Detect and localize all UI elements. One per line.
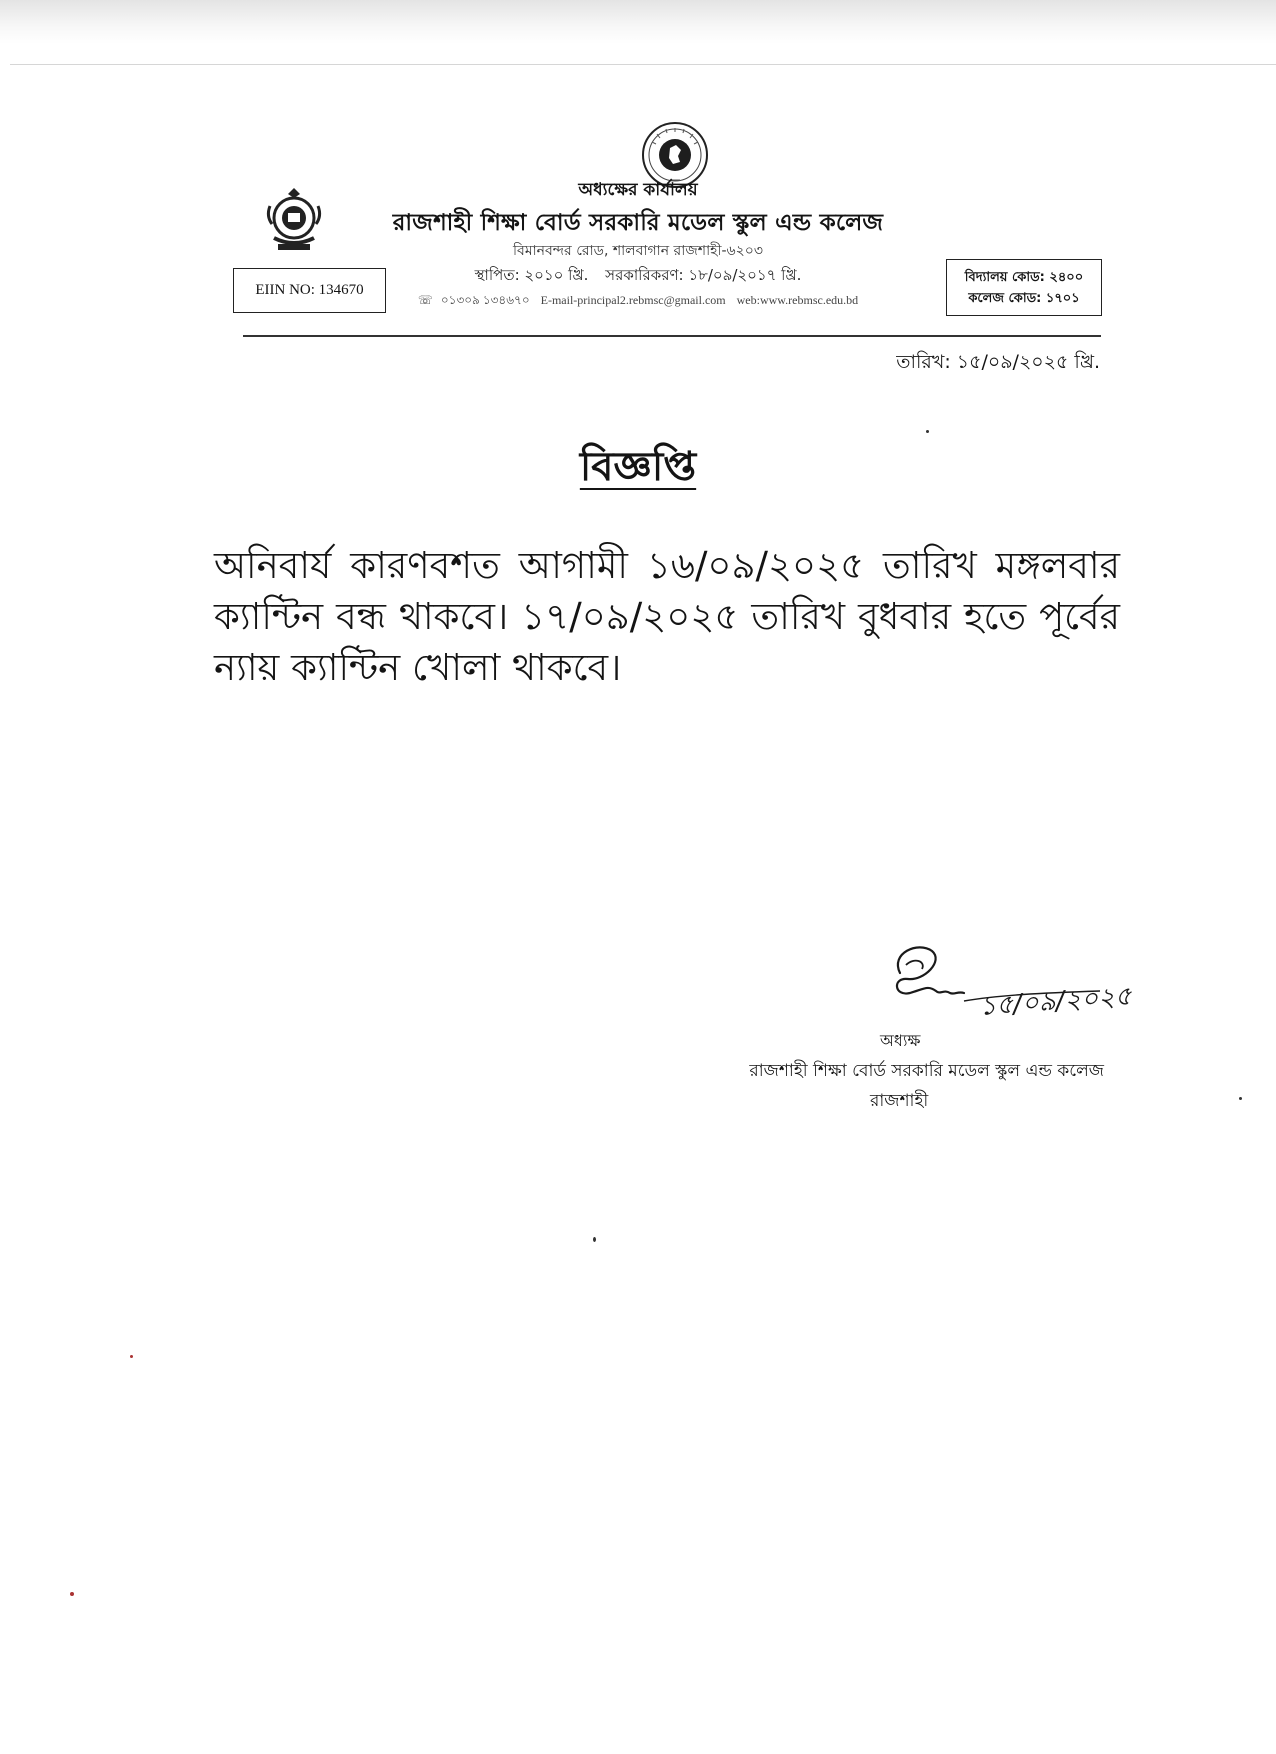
notice-heading	[0, 435, 1276, 502]
scan-edge	[0, 0, 1276, 44]
nationalized-date: সরকারিকরণ: ১৮/০৯/২০১৭ খ্রি.	[605, 266, 802, 284]
scan-speck	[70, 1592, 74, 1596]
notice-body: অনিবার্য কারণবশত আগামী ১৬/০৯/২০২৫ তারিখ মঙ্গলবার ক্যান্টিন বন্ধ থাকবে। ১৭/০৯/২০২৫ তারিখ বুধবার হতে পূর্বের ন্যায় ক্যান্টিন খোলা থাকবে।	[214, 544, 1120, 689]
eiin-number: EIIN NO: 134670	[255, 282, 364, 298]
institution-code-box	[946, 259, 1102, 316]
scan-speck	[1239, 1097, 1242, 1100]
signature-date: ১৫/০৯/২০২৫	[978, 981, 1133, 1022]
established-date: স্থাপিত: ২০১০ খ্রি.	[474, 266, 589, 284]
school-code: বিদ্যালয় কোড: ২৪০০	[964, 269, 1084, 285]
notice-date: তারিখ: ১৫/০৯/২০২৫ খ্রি.	[896, 351, 1100, 373]
website: web:www.rebmsc.edu.bd	[736, 293, 859, 307]
handwritten-signature	[880, 935, 1133, 1040]
office-title: অধ্যক্ষের কার্যালয়	[578, 180, 698, 200]
college-code: কলেজ কোড: ১৭০১	[968, 290, 1080, 306]
header-divider	[243, 335, 1101, 337]
notice-heading-text: বিজ্ঞপ্তি	[579, 444, 697, 490]
scan-speck	[593, 1237, 596, 1242]
scan-line	[10, 64, 1276, 65]
scan-speck	[926, 430, 929, 433]
scan-speck	[130, 1355, 133, 1358]
eiin-box	[233, 268, 386, 313]
phone-icon: ☏	[417, 293, 433, 307]
signatory-title: অধ্যক্ষ	[880, 1031, 921, 1050]
signatory-city: রাজশাহী	[870, 1091, 929, 1111]
school-name: রাজশাহী শিক্ষা বোর্ড সরকারি মডেল স্কুল এন্ড কলেজ	[392, 210, 884, 236]
phone-number: ০১৩০৯ ১৩৪৬৭০	[440, 293, 530, 307]
email-address: E-mail-principal2.rebmsc@gmail.com	[540, 293, 726, 307]
school-address: বিমানবন্দর রোড, শালবাগান রাজশাহী-৬২০৩	[513, 243, 763, 259]
signatory-school: রাজশাহী শিক্ষা বোর্ড সরকারি মডেল স্কুল এন্ড কলেজ	[749, 1061, 1104, 1081]
